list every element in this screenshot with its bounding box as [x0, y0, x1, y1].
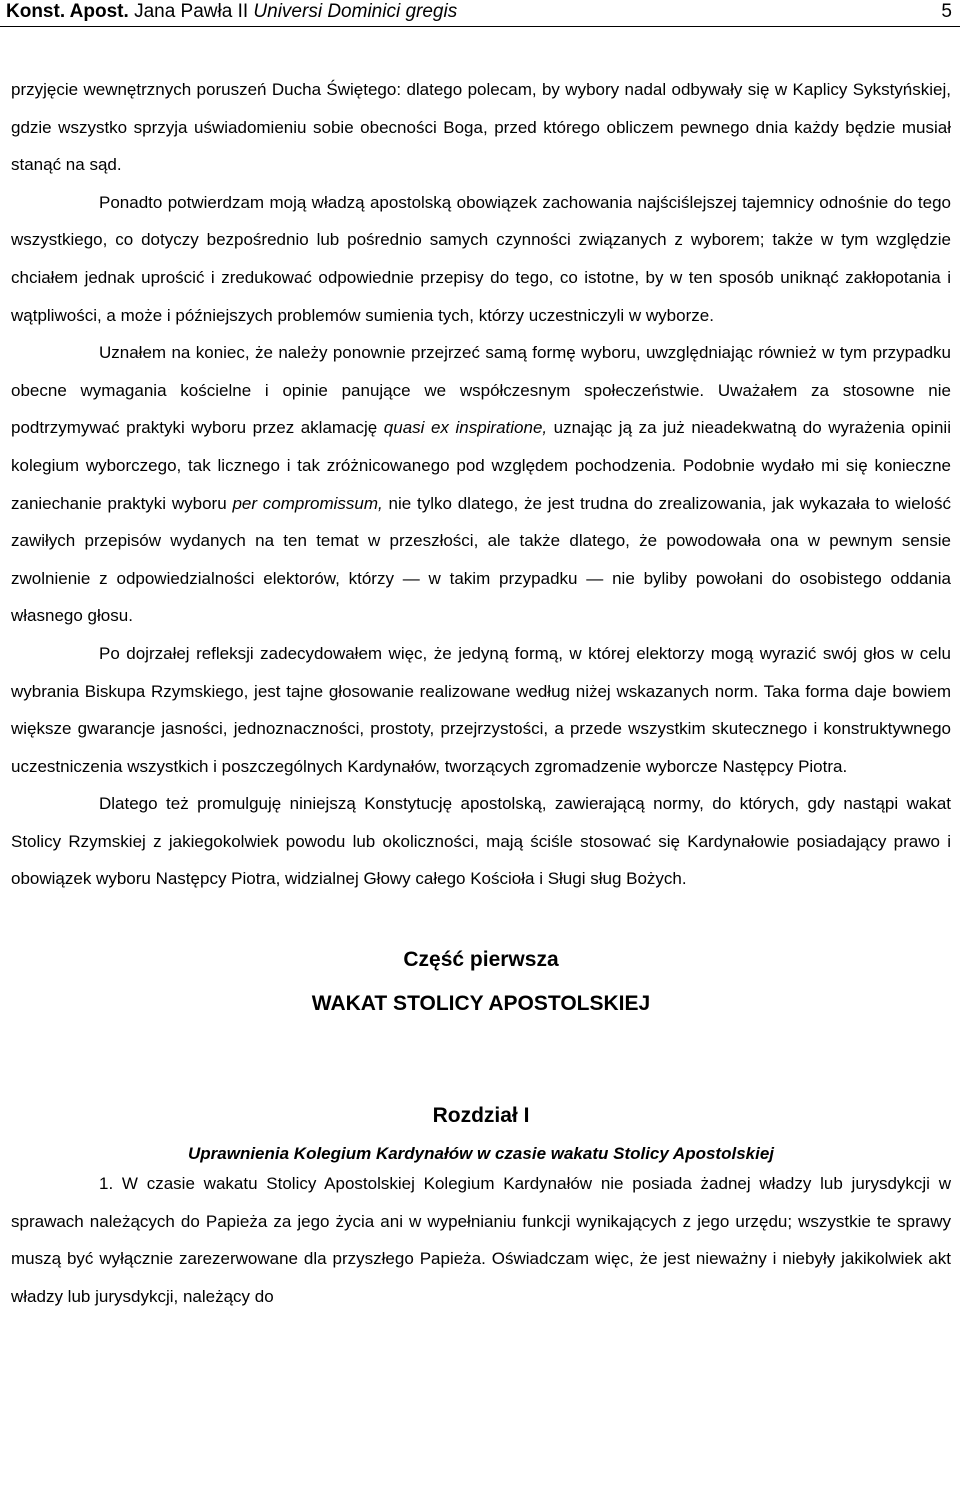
header-prefix: Konst. Apost.	[6, 1, 135, 22]
part-subtitle: WAKAT STOLICY APOSTOLSKIEJ	[311, 992, 651, 1016]
paragraph-3-part-c: nie tylko dlatego, że jest trudna do zrealizowania, jak wykazała to wielość zawiłych przepisów wydanych na ten temat w przeszłości, ale także dlatego, że powodowała ona w pewnym sensie zwolnienie z odpowiedzialności elektorów, którzy — w takim przypadku — nie byliby powołani do osobistego oddania własnego głosu.	[11, 493, 951, 626]
latin-term-quasi-ex-inspiratione: quasi ex inspiratione,	[383, 418, 548, 438]
document-body	[11, 71, 951, 1315]
latin-term-per-compromissum: per compromissum,	[232, 493, 383, 513]
paragraph-3	[11, 334, 951, 635]
paragraph-1: przyjęcie wewnętrznych poruszeń Ducha Świętego: dlatego polecam, by wybory nadal odbywały się w Kaplicy Sykstyńskiej, gdzie wszystko sprzyja uświadomieniu sobie obecności Boga, przed którego obliczem pewnego dnia każdy będzie musiał stanąć na sąd.	[11, 80, 951, 175]
paragraph-2: Ponadto potwierdzam moją władzą apostolską obowiązek zachowania najściślejszej tajemnicy odnośnie do tego wszystkiego, co dotyczy bezpośrednio lub pośrednio samych czynności związanych z wyborem; także w tym względzie chciałem jednak uprościć i zredukować odpowiednie przepisy do tego, co istotne, by w ten sposób uniknąć zakłopotania i wątpliwości, a może i późniejszych problemów sumienia tych, którzy uczestniczyli w wyborze.	[11, 192, 951, 325]
header-author: Jana Pawła II	[134, 1, 254, 22]
paragraph-5: Dlatego też promulguję niniejszą Konstytucję apostolską, zawierającą normy, do których, gdy nastąpi wakat Stolicy Rzymskiej z jakiegokolwiek powodu lub okoliczności, mają ściśle stosować się Kardynałowie posiadający prawo i obowiązek wyboru Następcy Piotra, widzialnej Głowy całego Kościoła i Sługi sług Bożych.	[11, 794, 951, 889]
chapter-title: Rozdział I	[432, 1104, 530, 1128]
header-title	[6, 0, 457, 24]
header-document-title: Universi Dominici gregis	[253, 1, 458, 22]
running-header	[0, 0, 960, 27]
article-1: 1. W czasie wakatu Stolicy Apostolskiej Kolegium Kardynałów nie posiada żadnej władzy lub jurysdykcji w sprawach należących do Papieża za jego życia ani w wypełnianiu funkcji wynikających z jego urzędu; wszystkie te sprawy muszą być wyłącznie zarezerwowane dla przyszłego Papieża. Oświadczam więc, że jest nieważny i niebyły jakikolwiek akt władzy lub jurysdykcji, należący do	[11, 1174, 951, 1306]
paragraph-3-part-b: uznając ją za już nieadekwatną do wyrażenia opinii kolegium wyborczego, tak licznego i tak zróżnicowanego pod względem pochodzenia. Podobnie wydało mi się konieczne zaniechanie praktyki wyboru	[11, 418, 951, 513]
chapter-subtitle: Uprawnienia Kolegium Kardynałów w czasie wakatu Stolicy Apostolskiej	[187, 1144, 775, 1164]
part-title: Część pierwsza	[403, 948, 559, 972]
paragraph-3-part-a: Uznałem na koniec, że należy ponownie przejrzeć samą formę wyboru, uwzględniając również w tym przypadku obecne wymagania kościelne i opinie panujące we współczesnym społeczeństwie. Uważałem za stosowne nie podtrzymywać praktyki wyboru przez aklamację	[11, 343, 951, 438]
page-number: 5	[941, 1, 952, 22]
paragraph-4: Po dojrzałej refleksji zadecydowałem więc, że jedyną formą, w której elektorzy mogą wyrazić swój głos w celu wybrania Biskupa Rzymskiego, jest tajne głosowanie realizowane według niżej wskazanych norm. Taka forma daje bowiem większe gwarancje jasności, jednoznaczności, prostoty, przejrzystości, a przede wszystkim skutecznego i konstruktywnego uczestniczenia wszystkich i poszczególnych Kardynałów, tworzących zgromadzenie wyborcze Następcy Piotra.	[11, 643, 951, 776]
